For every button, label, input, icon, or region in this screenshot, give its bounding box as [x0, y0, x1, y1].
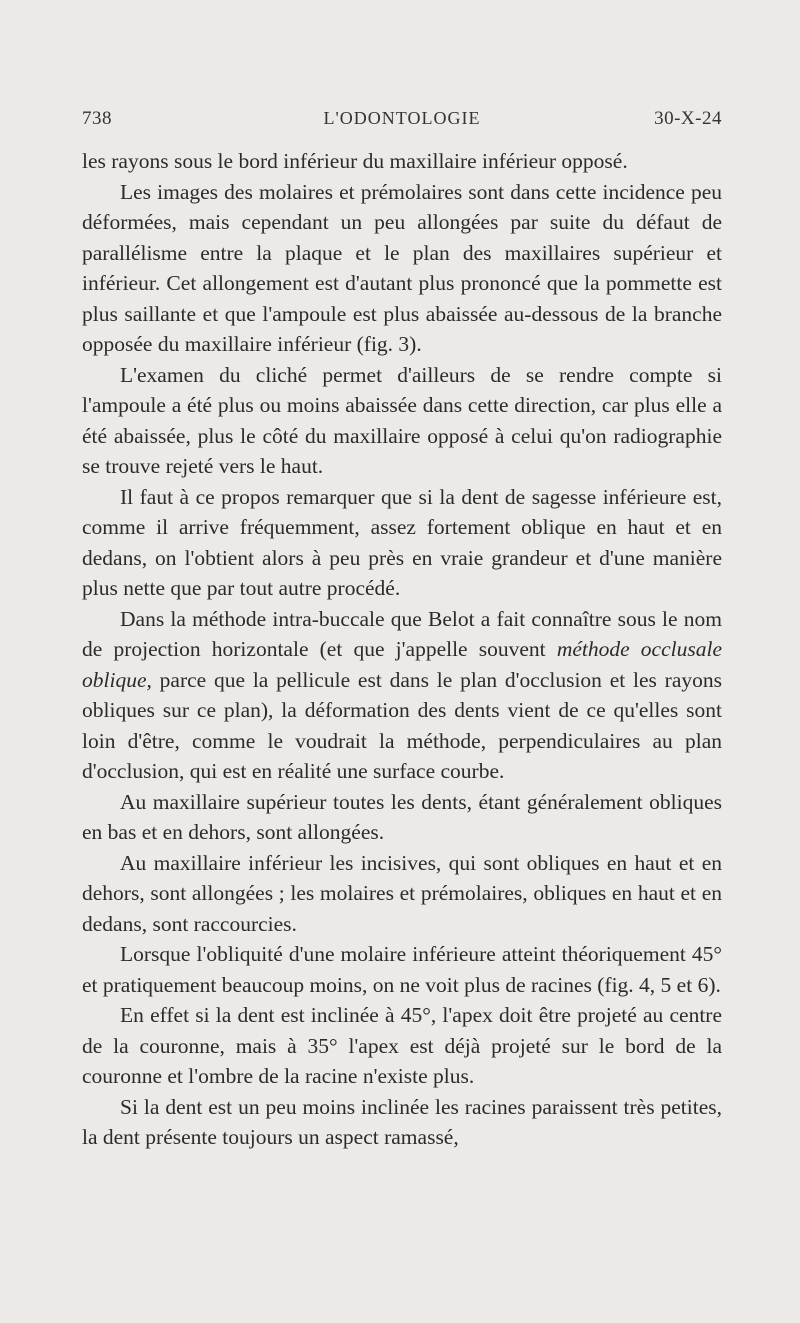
paragraph: Lorsque l'obliquité d'une molaire inférieure atteint théoriquement 45° et pratiquement beaucoup moins, on ne voit plus de racines (fig. 4, 5 et 6).	[82, 942, 722, 997]
paragraph: Au maxillaire supérieur toutes les dents, étant généralement obliques en bas et en dehors, sont allongées.	[82, 789, 722, 844]
body-text	[82, 146, 722, 1153]
paragraph-text: parce que la pellicule est dans le plan d'occlusion et les rayons obliques sur ce plan), la déformation des dents vient de ce qu'elles sont loin d'être, comme le voudrait la méthode, perpendiculaires au plan d'occlusion, qui est en réalité une surface courbe.	[82, 667, 722, 783]
paragraph: Au maxillaire inférieur les incisives, qui sont obliques en haut et en dehors, sont allongées ; les molaires et prémolaires, obliques en haut et en dedans, sont raccourcies.	[82, 850, 722, 936]
paragraph-text: Dans la méthode intra-buccale que Belot a fait connaître sous le nom de projection horizontale (et que j'appelle souvent	[82, 606, 722, 661]
running-title: L'ODONTOLOGIE	[323, 108, 481, 128]
paragraph: Si la dent est un peu moins inclinée les racines paraissent très petites, la dent présente toujours un aspect ramassé,	[82, 1094, 722, 1149]
page-number: 738	[82, 108, 112, 129]
paragraph	[82, 604, 722, 787]
paragraph: Les images des molaires et prémolaires sont dans cette incidence peu déformées, mais cependant un peu allongées par suite du défaut de parallélisme entre la plaque et le plan des maxillaires supérieur et inférieur. Cet allongement est d'autant plus prononcé que la pommette est plus saillante et que l'ampoule est plus abaissée au-dessous de la branche opposée du maxillaire inférieur (fig. 3).	[82, 179, 722, 356]
italic-term: méthode occlusale oblique,	[82, 637, 722, 692]
page-header	[82, 108, 722, 138]
paragraph: les rayons sous le bord inférieur du maxillaire inférieur opposé.	[82, 149, 628, 173]
paragraph: En effet si la dent est inclinée à 45°, l'apex doit être projeté au centre de la couronne, mais à 35° l'apex est déjà projeté sur le bord de la couronne et l'ombre de la racine n'existe plus.	[82, 1003, 722, 1088]
paragraph: L'examen du cliché permet d'ailleurs de se rendre compte si l'ampoule a été plus ou moins abaissée dans cette direction, car plus elle a été abaissée, plus le côté du maxillaire opposé à celui qu'on radiographie se trouve rejeté vers le haut.	[82, 362, 722, 478]
paragraph: Il faut à ce propos remarquer que si la dent de sagesse inférieure est, comme il arrive fréquemment, assez fortement oblique en haut et en dedans, on l'obtient alors à peu près en vraie grandeur et d'une manière plus nette que par tout autre procédé.	[82, 484, 722, 600]
issue-date: 30-X-24	[654, 108, 722, 129]
